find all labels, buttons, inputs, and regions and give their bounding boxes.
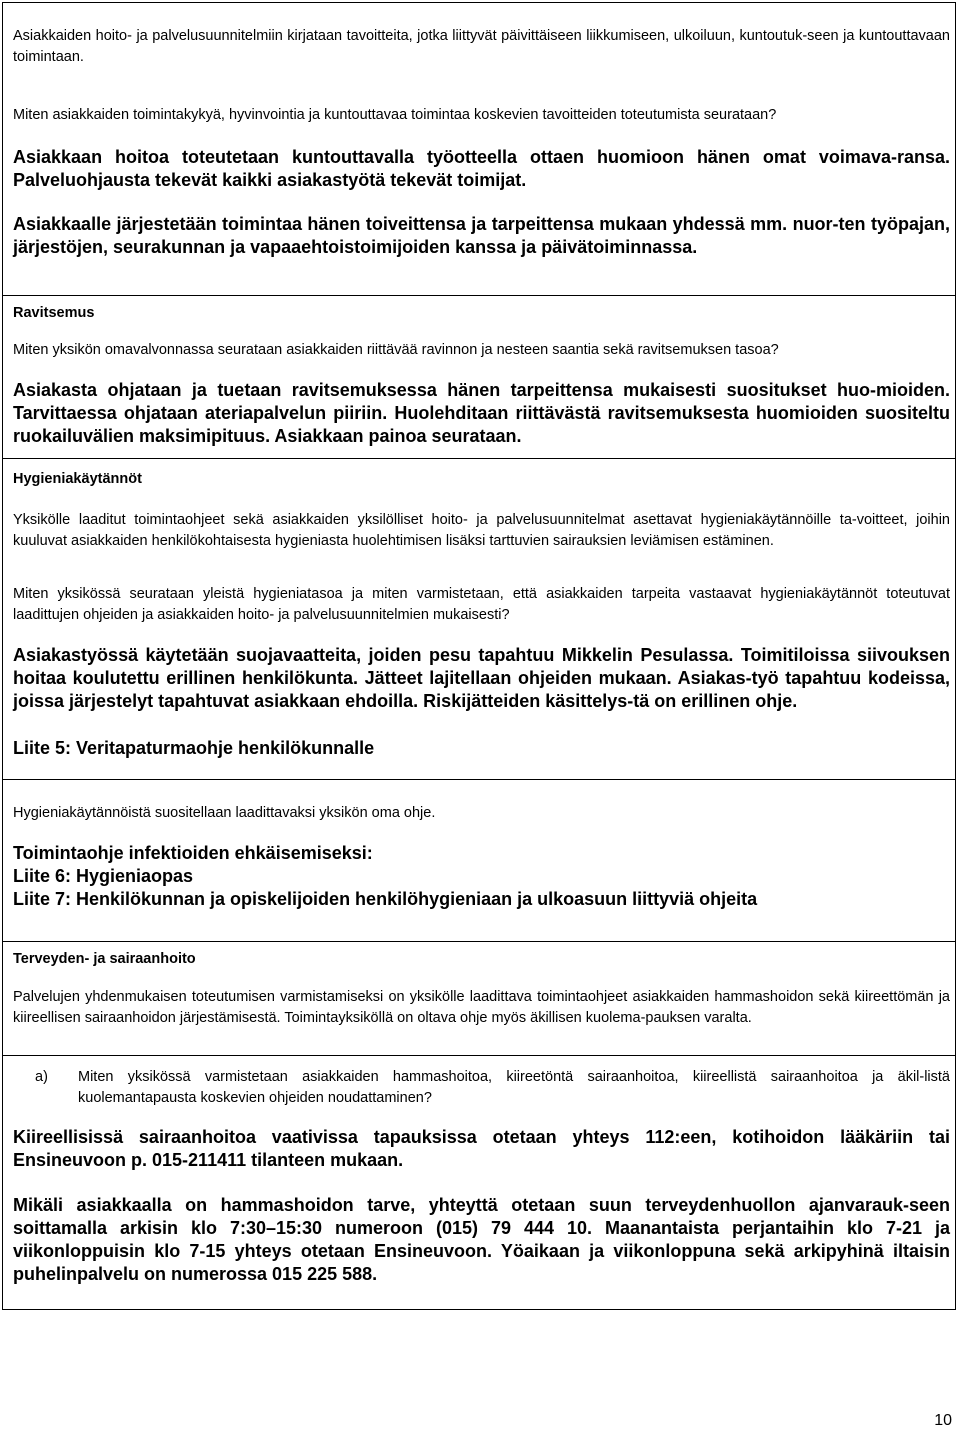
infection-heading: Toimintaohje infektioiden ehkäisemiseksi: bbox=[13, 843, 373, 863]
activity-answer-2: Asiakkaalle järjestetään toimintaa hänen toiveittensa ja tarpeittensa mukaan yhdessä mm. nuor-ten työpajan, järjestöjen, seurakunnan ja vapaaehtoistoimijoiden kanssa ja päivätoiminnassa. bbox=[13, 214, 950, 257]
hygienia-answer: Asiakastyössä käytetään suojavaatteita, joiden pesu tapahtuu Mikkelin Pesulassa. Toimitiloissa siivouksen hoitaa koulutettu erillinen henkilökunta. Jätteet lajitellaan ohjeiden mukaan. Asiakas-työ tapahtuu kodeissa, joissa järjestelyt tapahtuvat asiakkaan ehdoilla. Riskijätteiden käsittelys-tä on erillinen ohje. bbox=[13, 645, 950, 711]
page-number: 10 bbox=[934, 1412, 952, 1429]
hygienia-guidelines-text: Yksikölle laaditut toimintaohjeet sekä asiakkaiden yksilölliset hoito- ja palvelusuunnitelmat asettavat hygieniakäytännöille ta-voitteet, joihin kuuluvat asiakkaiden henkilökohtaisesta hygieniasta huolehtimisen lisäksi tarttuvien sairauksien leviämisen estäminen. bbox=[13, 512, 950, 549]
section-divider bbox=[2, 458, 956, 459]
attachment-5-link: Liite 5: Veritapaturmaohje henkilökunnalle bbox=[13, 738, 375, 758]
attachment-7-link: Liite 7: Henkilökunnan ja opiskelijoiden henkilöhygieniaan ja ulkoasuun liittyviä ohjeita bbox=[13, 889, 758, 909]
hygienia-question: Miten yksikössä seurataan yleistä hygieniatasoa ja miten varmistetaan, että asiakkaiden tarpeita vastaavat hygieniakäytännöt toteutuvat laadittujen ohjeiden ja asiakkaiden hoito- ja palvelusuunnitelmien mukaisesti? bbox=[13, 586, 950, 623]
ravitsemus-heading: Ravitsemus bbox=[13, 305, 95, 321]
terveys-question: Miten yksikössä varmistetaan asiakkaiden hammashoitoa, kiireetöntä sairaanhoitoa, kiireellistä sairaanhoitoa ja äkil-listä kuolemantapausta koskevien ohjeiden noudattaminen? bbox=[78, 1069, 950, 1106]
terveys-question-item bbox=[13, 1067, 950, 1109]
terveys-answer-2: Mikäli asiakkaalla on hammashoidon tarve, yhteyttä otetaan suun terveydenhuollon ajanvarauk-seen soittamalla arkisin klo 7:30–15:30 numeroon (015) 79 444 10. Maanantaista perjantaihin klo 7-21 ja viikonloppuisin klo 7-15 yhteys otetaan Ensineuvoon. Yöaikaan ja viikonloppuna sekä arkipyhinä iltaisin puhelinpalvelu on numerossa 015 225 588. bbox=[13, 1195, 950, 1284]
infection-instructions bbox=[13, 842, 950, 911]
terveys-heading: Terveyden- ja sairaanhoito bbox=[13, 951, 196, 967]
ravitsemus-question: Miten yksikön omavalvonnassa seurataan asiakkaiden riittävää ravinnon ja nesteen saantia sekä ravitsemuksen tasoa? bbox=[13, 342, 779, 358]
activity-answer-1: Asiakkaan hoitoa toteutetaan kuntouttavalla työotteella ottaen huomioon hänen omat voimava-ransa. Palveluohjausta tekevät kaikki asiakastyötä tekevät toimijat. bbox=[13, 147, 950, 190]
hygienia-recommendation: Hygieniakäytännöistä suositellaan laadittavaksi yksikön oma ohje. bbox=[13, 805, 436, 821]
terveys-answer-1: Kiireellisissä sairaanhoitoa vaativissa tapauksissa otetaan yhteys 112:een, kotihoidon lääkäriin tai Ensineuvoon p. 015-211411 tilanteen mukaan. bbox=[13, 1127, 950, 1170]
attachment-6-link: Liite 6: Hygieniaopas bbox=[13, 866, 194, 886]
activity-question: Miten asiakkaiden toimintakykyä, hyvinvointia ja kuntouttavaa toimintaa koskevien tavoitteiden toteutumista seurataan? bbox=[13, 107, 777, 123]
ravitsemus-answer: Asiakasta ohjataan ja tuetaan ravitsemuksessa hänen tarpeittensa mukaisesti suositukset huo-mioiden. Tarvittaessa ohjataan ateriapalvelun piiriin. Huolehditaan riittävästä ravitsemuksesta huomioiden suositeltu ruokailuvälien maksimipituus. Asiakkaan painoa seurataan. bbox=[13, 380, 950, 446]
section-divider bbox=[2, 1055, 956, 1056]
list-marker: a) bbox=[35, 1069, 48, 1085]
hygienia-heading: Hygieniakäytännöt bbox=[13, 471, 142, 487]
section-divider bbox=[2, 779, 956, 780]
terveys-guidelines-text: Palvelujen yhdenmukaisen toteutumisen varmistamiseksi on yksikölle laadittava toimintaohjeet asiakkaiden hammashoidon sekä kiireettömän ja kiireellisen sairaanhoidon järjestämisestä. Toimintayksiköllä on oltava ohje myös äkillisen kuolema-pauksen varalta. bbox=[13, 989, 950, 1026]
intro-paragraph: Asiakkaiden hoito- ja palvelusuunnitelmiin kirjataan tavoitteita, jotka liittyvät päivittäiseen liikkumiseen, ulkoiluun, kuntoutuk-seen ja kuntouttavaan toimintaan. bbox=[13, 28, 950, 65]
section-divider bbox=[2, 941, 956, 942]
section-divider bbox=[2, 295, 956, 296]
